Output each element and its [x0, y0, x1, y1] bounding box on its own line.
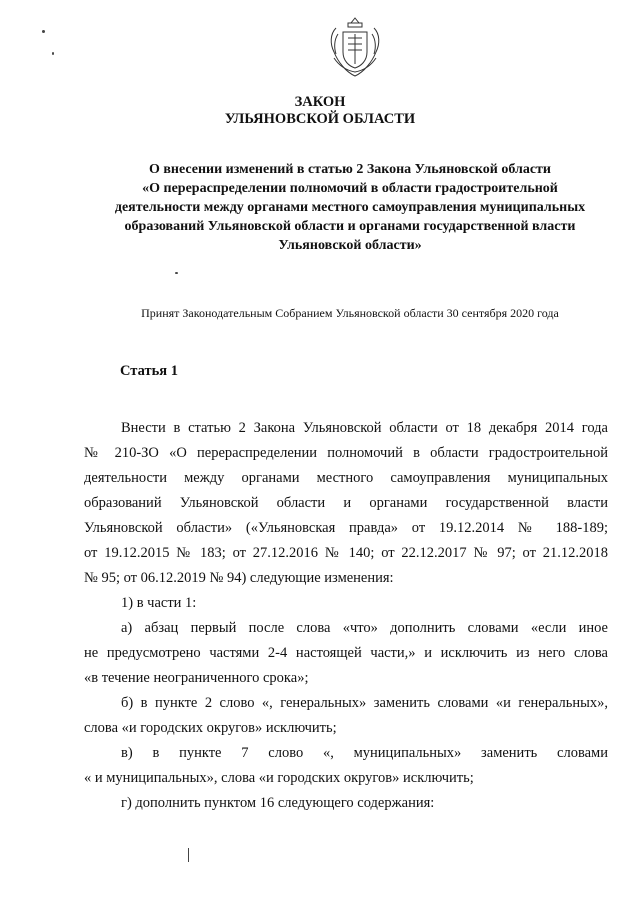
adoption-note: Принят Законодательным Собранием Ульяновской области 30 сентября 2020 года — [141, 306, 559, 320]
list-item-line: б) в пункте 2 слово «, генеральных» заменить словами «и генеральных», — [121, 695, 608, 711]
paragraph-line: деятельности между органами местного самоуправления муниципальных — [84, 470, 608, 486]
list-item-line: « и муниципальных», слова «и городских округов» исключить; — [84, 770, 474, 786]
list-item-line: в) в пункте 7 слово «, муниципальных» заменить словами — [121, 745, 608, 761]
law-title — [100, 160, 600, 255]
title-line: деятельности между органами местного самоуправления муниципальных — [114, 200, 586, 215]
paragraph-line: № 210-ЗО «О перераспределении полномочий в области градостроительной — [84, 445, 608, 461]
title-line: О внесении изменений в статью 2 Закона Ульяновской области — [148, 162, 551, 177]
list-item-line: «в течение неограниченного срока»; — [84, 670, 309, 686]
paragraph-line: от 19.12.2015 № 183; от 27.12.2016 № 140; от 22.12.2017 № 97; от 21.12.2018 — [84, 545, 608, 561]
scan-speck — [175, 272, 178, 274]
paragraph-line: образований Ульяновской области и органами государственной власти — [84, 495, 608, 511]
region-heading: УЛЬЯНОВСКОЙ ОБЛАСТИ — [224, 111, 416, 127]
list-item-line: не предусмотрено частями 2-4 настоящей части,» и исключить из него слова — [84, 645, 608, 661]
law-heading: ЗАКОН — [294, 94, 346, 110]
article-heading: Статья 1 — [120, 363, 178, 379]
scan-speck — [188, 848, 189, 862]
paragraph-line: № 95; от 06.12.2019 № 94) следующие изменения: — [84, 570, 394, 586]
paragraph-line: Внести в статью 2 Закона Ульяновской области от 18 декабря 2014 года — [121, 420, 608, 436]
list-item-line: а) абзац первый после слова «что» дополнить словами «если иное — [121, 620, 608, 636]
list-item-line: слова «и городских округов» исключить; — [84, 720, 337, 736]
paragraph-line: Ульяновской области» («Ульяновская правда» от 19.12.2014 № 188-189; — [84, 520, 608, 536]
list-item-line: г) дополнить пунктом 16 следующего содержания: — [121, 795, 435, 811]
title-line: образований Ульяновской области и органами государственной власти — [124, 219, 576, 234]
scan-speck — [42, 30, 45, 33]
scan-speck — [52, 52, 54, 55]
title-line: Ульяновской области» — [278, 238, 422, 253]
article-body — [84, 416, 608, 816]
coat-of-arms-emblem — [328, 14, 382, 80]
title-line: «О перераспределении полномочий в области градостроительной — [142, 181, 558, 196]
list-item-line: 1) в части 1: — [121, 595, 197, 611]
